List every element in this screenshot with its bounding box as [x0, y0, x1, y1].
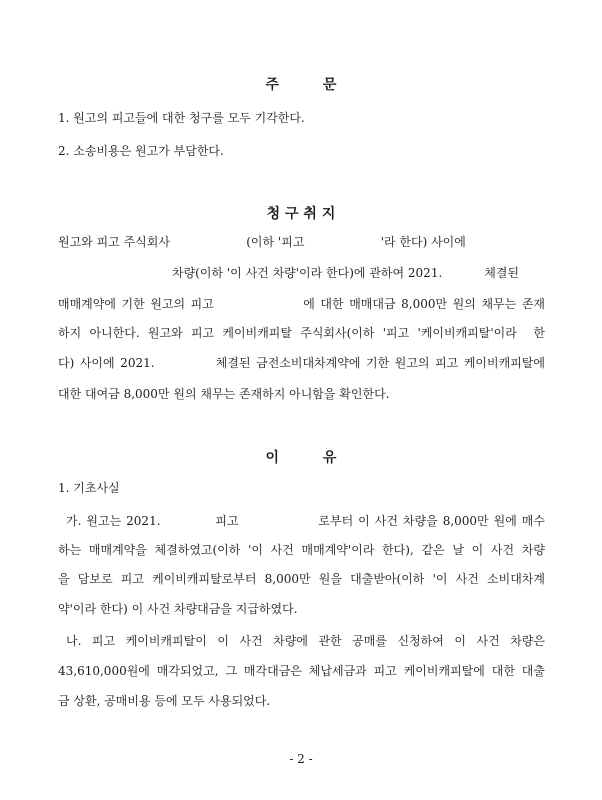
claim-line-1: 원고와 피고 주식회사 (이하 '피고 '라 한다) 사이에: [58, 235, 466, 249]
reason-line-3: 을 담보로 피고 케이비캐피탈로부터 8,000만 원을 대출받아(이하 '이 사건 소비대차계: [58, 572, 545, 586]
order-heading: 주 문: [265, 77, 337, 93]
reason-line-6: 43,610,000원에 매각되었고, 그 매각대금은 체납세금과 피고 케이비캐피탈에 대한 대출: [58, 664, 545, 678]
reason-subheading: 1. 기초사실: [58, 481, 120, 495]
claim-line-6: 대한 대여금 8,000만 원의 채무는 존재하지 아니함을 확인한다.: [58, 387, 390, 401]
reason-line-5: 나. 피고 케이비캐피탈이 이 사건 차량에 관한 공매를 신청하여 이 사건 차량은: [66, 634, 545, 648]
reason-line-4: 약'이라 한다) 이 사건 차량대금을 지급하였다.: [58, 602, 298, 616]
page-number: - 2 -: [289, 752, 313, 766]
reason-line-1: 가. 원고는 2021. 피고 로부터 이 사건 차량을 8,000만 원에 매수: [66, 514, 545, 528]
claim-line-5: 다) 사이에 2021. 체결된 금전소비대차계약에 기한 원고의 피고 케이비캐피탈에: [58, 356, 545, 370]
claim-heading: 청 구 취 지: [266, 206, 336, 222]
reason-line-7: 금 상환, 공매비용 등에 모두 사용되었다.: [58, 694, 271, 708]
claim-line-2: 차량(이하 '이 사건 차량'이라 한다)에 관하여 2021. 체결된: [172, 266, 520, 280]
claim-line-4: 하지 아니한다. 원고와 피고 케이비캐피탈 주식회사(이하 '피고 '케이비캐피탈'이라 한: [58, 326, 545, 340]
order-item-1: 1. 원고의 피고들에 대한 청구를 모두 기각한다.: [58, 111, 305, 125]
reason-line-2: 하는 매매계약을 체결하였고(이하 '이 사건 매매계약'이라 한다), 같은 날 이 사건 차량: [58, 543, 545, 557]
claim-line-3: 매매계약에 기한 원고의 피고 에 대한 매매대금 8,000만 원의 채무는 존재: [58, 297, 545, 311]
order-item-2: 2. 소송비용은 원고가 부담한다.: [58, 144, 224, 158]
reason-heading: 이 유: [265, 450, 337, 466]
